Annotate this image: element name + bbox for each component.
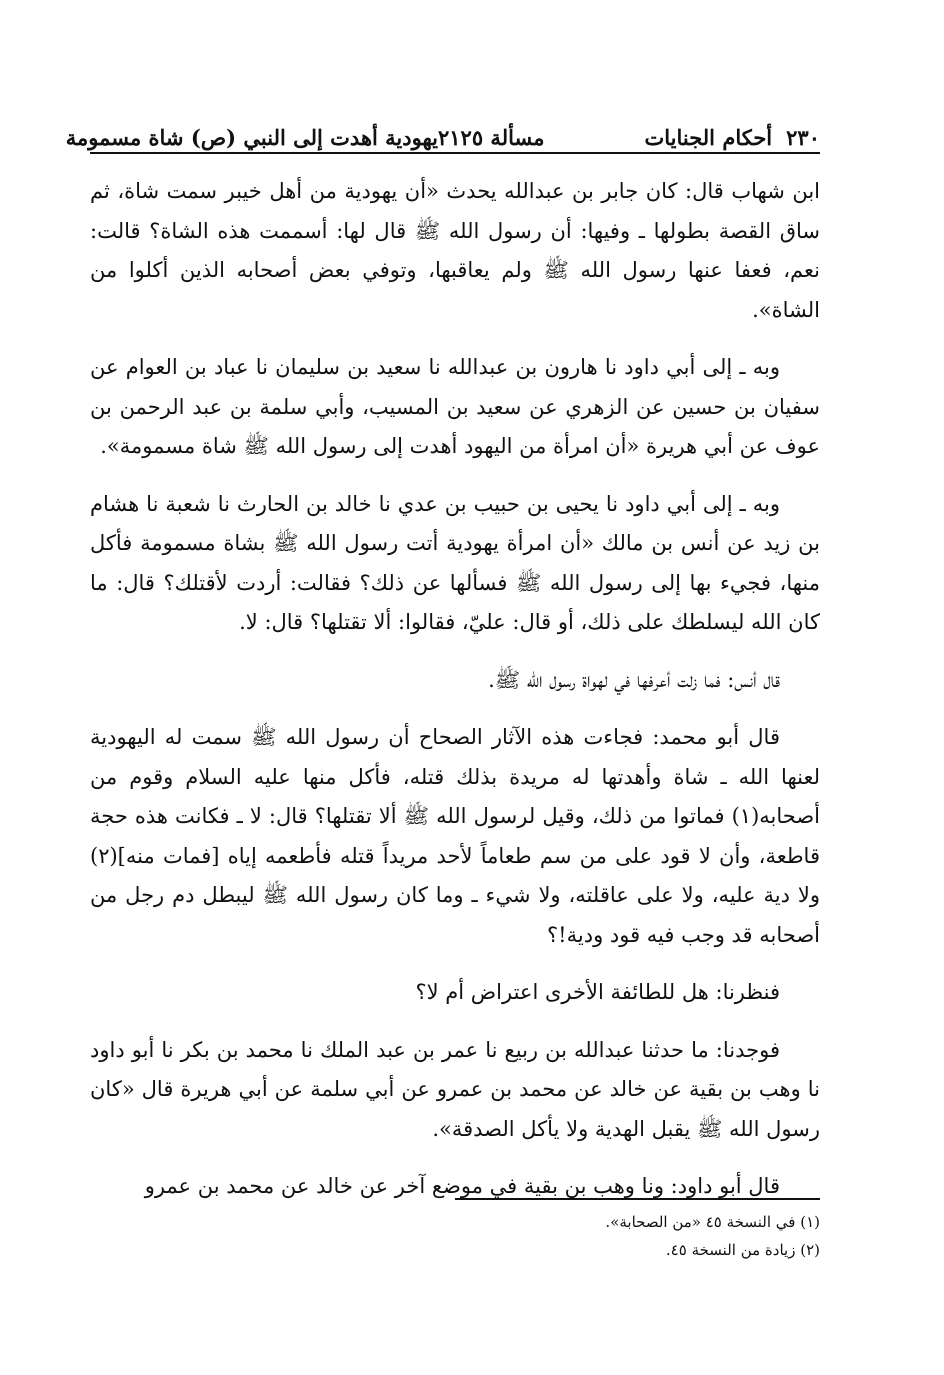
paragraph-6: فنظرنا: هل للطائفة الأخرى اعتراض أم لا؟	[415, 980, 780, 1004]
paragraph-7: فوجدنا: ما حدثنا عبدالله بن ربيع نا عمر بن عبد الملك نا محمد بن بكر نا أبو داود نا وهب بن بقية عن خالد عن محمد بن عمرو عن أبي سلمة عن أبي هريرة قال «كان رسول الله ﷺ يقبل الهدية ولا يأكل الصدقة».	[90, 1037, 820, 1141]
main-text	[90, 172, 820, 1225]
paragraph-4: قال أنس: فما زلت أعرفها في لهواة رسول الله ﷺ.	[488, 667, 780, 692]
footnote-rule	[455, 1198, 820, 1200]
footnote-2: (٢) زيادة من النسخة ٤٥.	[665, 1241, 820, 1259]
paragraph-2: وبه ـ إلى أبي داود نا هارون بن عبدالله نا سعيد بن سليمان نا عباد بن العوام عن سفيان بن حسين عن الزهري عن سعيد بن المسيب، وأبي سلمة بن عبد الرحمن بن عوف عن أبي هريرة «أن امرأة من اليهود أهدت إلى رسول الله ﷺ شاة مسمومة».	[90, 355, 820, 458]
footnotes	[400, 1208, 820, 1264]
paragraph-8: قال أبو داود: ونا وهب بن بقية في موضع آخر عن خالد عن محمد بن عمرو	[144, 1174, 780, 1198]
paragraph-5: قال أبو محمد: فجاءت هذه الآثار الصحاح أن رسول الله ﷺ سمت له اليهودية لعنها الله ـ شاة وأهدتها له مريدة بذلك قتله، فأكل منها عليه السلام وقوم من أصحابه(١) فماتوا من ذلك، وقيل لرسول الله ﷺ ألا تقتلها؟ قال: لا ـ فكانت هذه حجة قاطعة، وأن لا قود على من سم طعاماً لأحد مريداً قتله فأطعمه إياه [فمات منه](٢) ولا دية عليه، ولا على عاقلته، ولا شيء ـ وما كان رسول الله ﷺ ليبطل دم رجل من أصحابه قد وجب فيه قود ودية!؟	[90, 725, 820, 947]
book-title: أحكام الجنايات	[644, 125, 773, 150]
chapter-topic: يهودية أهدت إلى النبي (ص) شاة مسمومة	[65, 125, 438, 150]
header-rule	[90, 152, 820, 154]
footnote-1: (١) في النسخة ٤٥ «من الصحابة».	[605, 1213, 820, 1231]
header-right-group	[644, 125, 820, 150]
issue-number: مسألة ٢١٢٥	[438, 125, 545, 150]
running-header	[65, 110, 820, 150]
paragraph-3: وبه ـ إلى أبي داود نا يحيى بن حبيب بن عدي نا خالد بن الحارث نا شعبة نا هشام بن زيد عن أنس بن مالك «أن امرأة يهودية أتت رسول الله ﷺ بشاة مسمومة فأكل منها، فجيء بها إلى رسول الله ﷺ فسألها عن ذلك؟ فقالت: أردت لأقتلك؟ قال: ما كان الله ليسلطك على ذلك، أو قال: عليّ، فقالوا: ألا تقتلها؟ قال: لا.	[90, 491, 820, 634]
page-number: ٢٣٠	[786, 125, 820, 150]
paragraph-1: ابن شهاب قال: كان جابر بن عبدالله يحدث «أن يهودية من أهل خيبر سمت شاة، ثم ساق القصة بطولها ـ وفيها: أن رسول الله ﷺ قال لها: أسممت هذه الشاة؟ قالت: نعم، فعفا عنها رسول الله ﷺ ولم يعاقبها، وتوفي بعض أصحابه الذين أكلوا من الشاة».	[90, 179, 820, 322]
